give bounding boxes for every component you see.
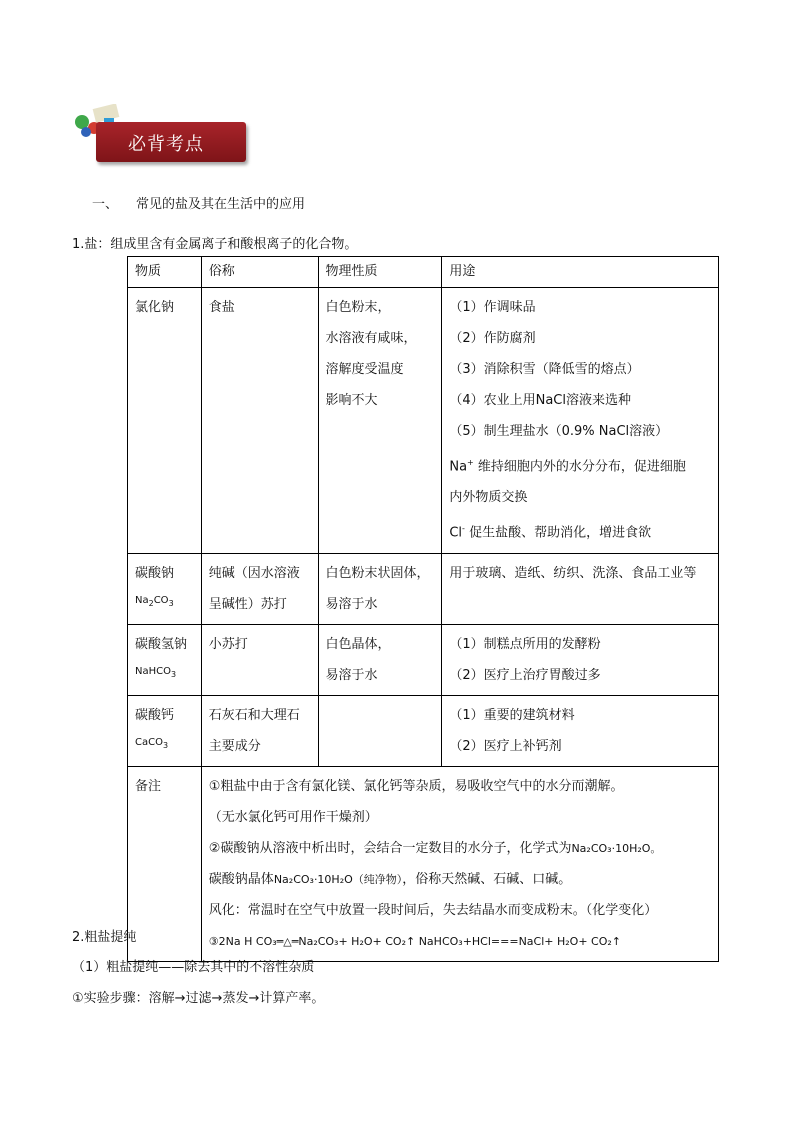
substance-name	[128, 553, 202, 624]
text-line: 主要成分	[208, 738, 261, 754]
text-line: （3）消除积雪（降低雪的熔点）	[449, 362, 640, 377]
remarks-label: 备注	[128, 766, 202, 961]
section-title: 常见的盐及其在生活中的应用	[136, 197, 306, 212]
text-line: 石灰石和大理石	[208, 707, 300, 723]
text-line: 溶解度受温度	[325, 362, 404, 377]
ion-text: 促生盐酸、帮助消化，增进食欲	[464, 525, 652, 541]
text-line: （2）医疗上治疗胃酸过多	[449, 667, 601, 683]
text-part: ，俗称天然碱、石碱、口碱。	[402, 871, 572, 887]
formula: Na₂CO₃·10H₂O（纯净物）	[273, 872, 403, 886]
substance-name: 氯化钠	[128, 288, 202, 554]
text-line: 易溶于水	[325, 667, 378, 683]
text-line: 白色粉末，	[325, 300, 391, 315]
formula-part: CaCO	[135, 736, 163, 748]
table-row	[128, 553, 719, 624]
ion-text: 维持细胞内外的水分分布，促进细胞	[473, 459, 686, 475]
ion-charge: +	[467, 458, 474, 467]
text-line: 碳酸钠	[135, 565, 175, 581]
text-line: （1）制糕点所用的发酵粉	[449, 636, 601, 652]
formula-sub: 3	[162, 740, 169, 750]
header-common-name: 俗称	[201, 257, 318, 288]
text-line: 纯碱（因水溶液	[208, 565, 300, 581]
text-part: 碳酸钠晶体	[208, 871, 274, 887]
common-name	[201, 553, 318, 624]
formula-part: Na	[135, 594, 149, 606]
text-line: （2）作防腐剂	[449, 331, 536, 346]
text-line: 影响不大	[325, 393, 378, 408]
text-line: 白色晶体，	[325, 636, 391, 652]
formula-sub: 3	[168, 598, 174, 608]
physical-properties	[318, 288, 442, 554]
text-line: （无水氯化钙可用作干燥剂）	[208, 809, 378, 825]
uses	[442, 624, 719, 695]
text-line: 风化：常温时在空气中放置一段时间后，失去结晶水而变成粉末。（化学变化）	[208, 902, 658, 918]
text-line: 水溶液有咸味，	[325, 331, 417, 346]
table-row	[128, 624, 719, 695]
header-substance: 物质	[128, 257, 202, 288]
ion-label: Na	[449, 459, 468, 475]
text-part: ②碳酸钠从溶液中析出时，会结合一定数目的水分子，化学式为	[208, 840, 572, 856]
formula-part: NaHCO	[135, 665, 171, 677]
section-badge	[72, 104, 252, 168]
table-row	[128, 695, 719, 766]
text-line: 用于玻璃、造纸、纺织、洗涤、食品工业等	[449, 565, 697, 581]
equations: ③2Na H CO₃═△═Na₂CO₃+ H₂O+ CO₂↑ NaHCO₃+HCl===NaCl+ H₂O+ CO₂↑	[208, 934, 622, 948]
subsection-heading: 2.粗盐提纯	[72, 930, 137, 945]
text-line	[449, 513, 712, 548]
paragraph: （1）粗盐提纯——除去其中的不溶性杂质	[72, 960, 315, 975]
formula	[135, 731, 195, 758]
table-row	[128, 288, 719, 554]
physical-properties	[318, 695, 442, 766]
table-header-row	[128, 257, 719, 288]
text-line: （2）医疗上补钙剂	[449, 738, 562, 754]
section-heading	[92, 193, 305, 212]
section-number: 一、	[92, 197, 119, 212]
badge-label: 必背考点	[128, 134, 204, 155]
common-name: 小苏打	[201, 624, 318, 695]
header-uses: 用途	[442, 257, 719, 288]
formula	[135, 589, 195, 616]
common-name: 食盐	[201, 288, 318, 554]
text-line: ①粗盐中由于含有氯化镁、氯化钙等杂质，易吸收空气中的水分而潮解。	[208, 778, 624, 794]
text-line: 呈碱性）苏打	[208, 596, 287, 612]
text-line: （1）作调味品	[449, 300, 536, 315]
text-line: （5）制生理盐水（0.9% NaCl溶液）	[449, 424, 669, 439]
uses	[442, 288, 719, 554]
common-name	[201, 695, 318, 766]
paragraph: ①实验步骤：溶解→过滤→蒸发→计算产率。	[72, 991, 325, 1006]
ion-label: Cl	[449, 525, 463, 541]
table-row	[128, 766, 719, 961]
text-line	[449, 447, 712, 482]
header-physical: 物理性质	[318, 257, 442, 288]
substance-name	[128, 624, 202, 695]
text-line: 碳酸氢钠	[135, 636, 188, 652]
physical-properties	[318, 624, 442, 695]
text-line	[209, 864, 712, 895]
text-line: 易溶于水	[325, 596, 378, 612]
uses	[442, 695, 719, 766]
text-line	[209, 833, 712, 864]
text-line: 内外物质交换	[449, 490, 528, 506]
text-line: 白色粉末状固体，	[325, 565, 430, 581]
remarks-content	[201, 766, 718, 961]
formula-part: CO	[153, 594, 169, 606]
formula-sub: 2	[148, 598, 154, 608]
formula: Na₂CO₃·10H₂O。	[571, 841, 662, 855]
formula	[135, 660, 195, 687]
salts-table	[127, 256, 719, 962]
formula-sub: 3	[170, 669, 177, 679]
salt-definition: 1.盐：组成里含有金属离子和酸根离子的化合物。	[72, 237, 358, 252]
text-line: （1）重要的建筑材料	[449, 707, 575, 723]
text-line: （4）农业上用NaCl溶液来选种	[449, 393, 631, 408]
substance-name	[128, 695, 202, 766]
text-line: 碳酸钙	[135, 707, 175, 723]
physical-properties	[318, 553, 442, 624]
ion-charge: -	[462, 524, 465, 534]
uses	[442, 553, 719, 624]
